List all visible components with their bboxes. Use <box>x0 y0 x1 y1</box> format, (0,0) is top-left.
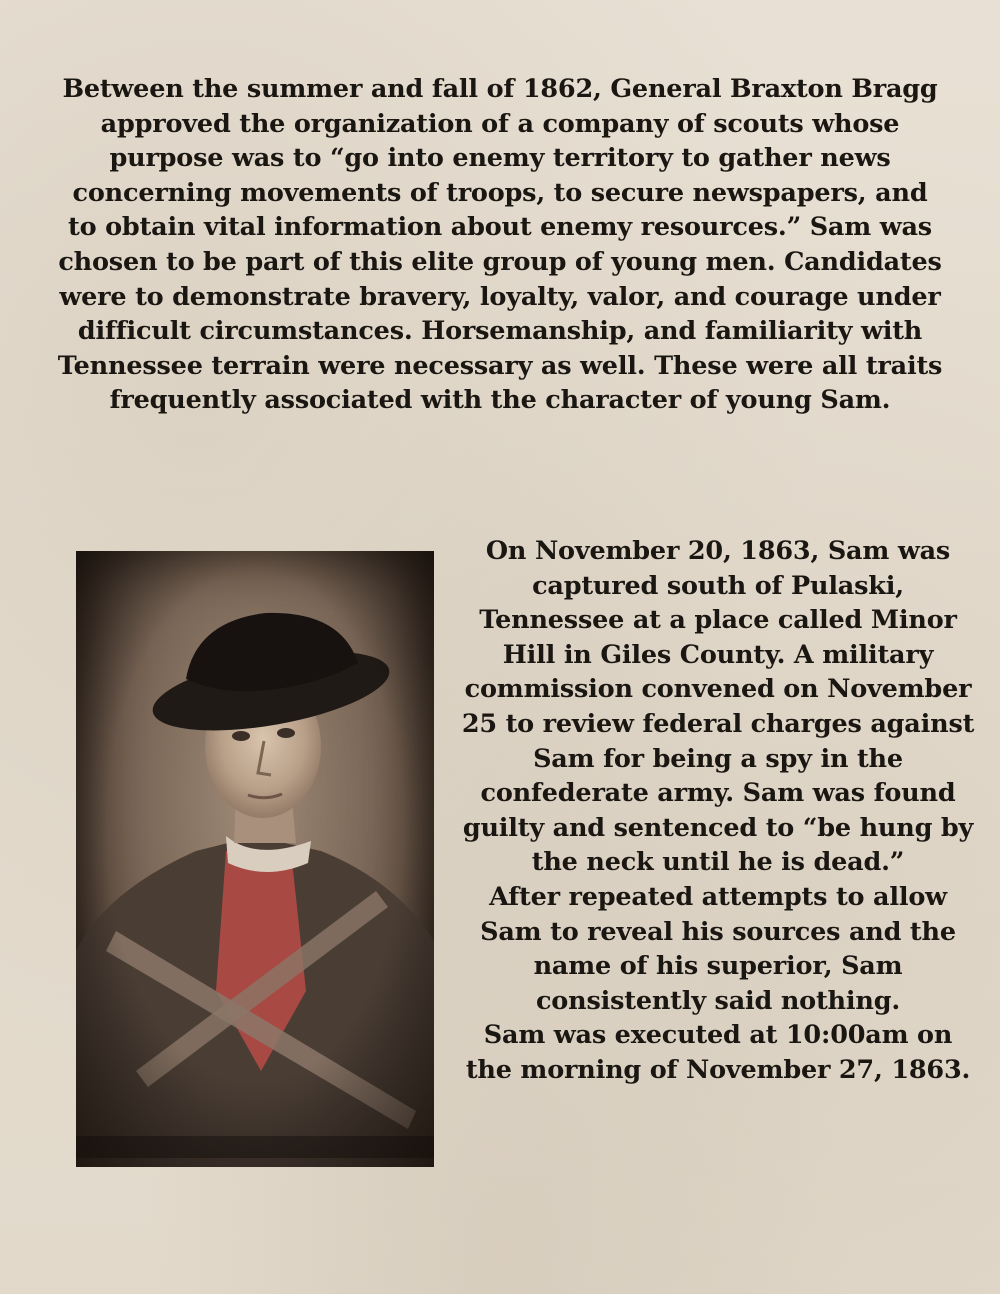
capture-paragraph: On November 20, 1863, Sam was captured south of Pulaski, Tennessee at a place called Minor Hill in Giles County. A military commission convened on November 25 to review federal charges against Sam for being a spy in the confederate army. Sam was found guilty and sentenced to “be hung by the neck until he is dead.” <box>461 536 975 878</box>
intro-paragraph: Between the summer and fall of 1862, General Braxton Bragg approved the organization of a company of scouts whose purpose was to “go into enemy territory to gather news concerning movements of troops, to secure newspapers, and to obtain vital information about enemy resources.” Sam was chosen to be part of this elite group of young men. Candidates were to demonstrate bravery, loyalty, valor, and courage under difficult circumstances. Horsemanship, and familiarity with Tennessee terrain were necessary as well. These were all traits frequently associated with the character of young Sam. <box>57 74 943 416</box>
portrait-photo <box>76 551 434 1167</box>
execution-paragraph: Sam was executed at 10:00am on the morning of November 27, 1863. <box>465 1020 971 1085</box>
side-text <box>458 534 978 1088</box>
silence-paragraph: After repeated attempts to allow Sam to reveal his sources and the name of his superior, Sam consistently said nothing. <box>480 881 956 1016</box>
